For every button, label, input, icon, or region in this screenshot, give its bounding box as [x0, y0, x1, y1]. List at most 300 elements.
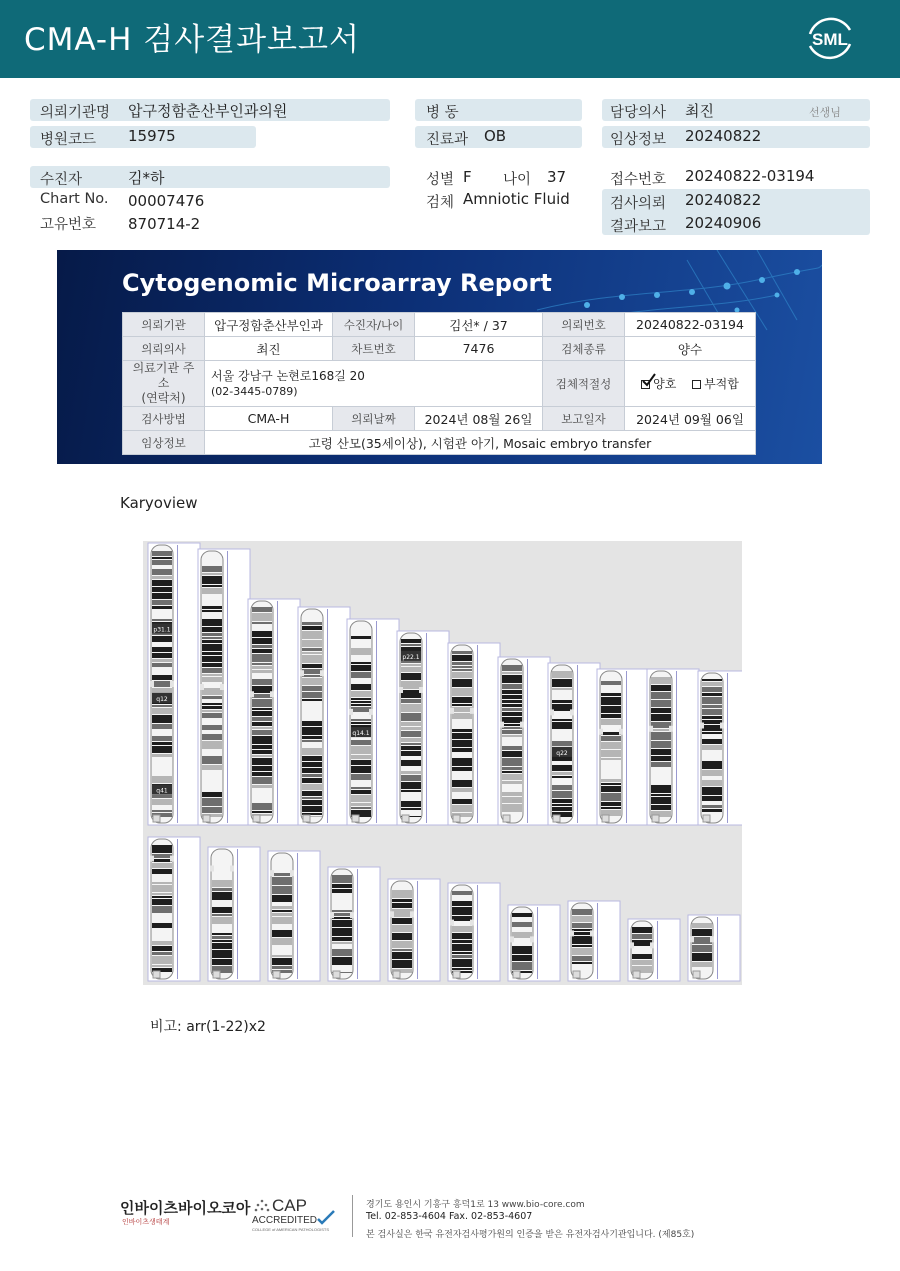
chromosome-band [212, 892, 232, 900]
chromosome-marker [513, 971, 520, 978]
chromosome-band [702, 705, 722, 708]
centromere-notch [570, 930, 574, 936]
chromosome-band [152, 767, 172, 775]
chromosome-band [392, 933, 412, 940]
chromosome-band [351, 627, 371, 635]
patient-label: 수진자 [40, 172, 83, 188]
chromosome-band [651, 692, 671, 699]
chromosome-band [252, 645, 272, 648]
karyoview-image [143, 541, 742, 985]
chromosome-band [152, 859, 172, 862]
copy-number-line [717, 917, 718, 979]
chromosome-band [601, 726, 621, 731]
chromosome-band [252, 766, 272, 771]
chromosome-band [392, 952, 412, 959]
chromosome-band [351, 636, 371, 639]
chromosome-band [152, 956, 172, 964]
chromosome-band [302, 648, 322, 651]
chromosome-band [202, 627, 222, 632]
chromosome-band [332, 875, 352, 883]
chromosome-band [651, 762, 671, 767]
chromosome-band [552, 804, 572, 806]
chromosome-band [152, 659, 172, 662]
chromosome-band [152, 896, 172, 898]
centromere-notch [220, 684, 224, 690]
chromosome-band [202, 588, 222, 594]
chromosome-band [252, 654, 272, 662]
chromosome-band [702, 682, 722, 686]
chromosome-band [202, 637, 222, 639]
cell-value: 양수 [625, 337, 756, 361]
chromosome-band [452, 944, 472, 951]
report-banner-title: Cytogenomic Microarray Report [122, 269, 552, 297]
centromere-notch [369, 709, 373, 715]
chromosome-band [651, 805, 671, 810]
band-label: q22 [556, 749, 568, 757]
chromosome-band [601, 807, 621, 809]
chromosome-band [152, 708, 172, 714]
chromosome-band [392, 925, 412, 932]
chromosome-band [401, 639, 421, 643]
chromosome-band [351, 679, 371, 683]
chromosome-band [702, 697, 722, 704]
chromosome-band [152, 619, 172, 621]
chromosome-band [452, 679, 472, 687]
chromosome-band [252, 803, 272, 810]
chromosome-band [552, 765, 572, 771]
centromere-notch [550, 709, 554, 715]
chromosome-band [152, 560, 172, 565]
chromosome-band [202, 792, 222, 797]
chromosome-band [302, 762, 322, 767]
cap-accredited-logo [250, 1195, 350, 1233]
chromosome-band [452, 758, 472, 766]
chromosome-marker [153, 971, 160, 978]
chromosome-band [252, 686, 272, 693]
chromosome-band [552, 691, 572, 699]
chromosome-band [601, 697, 621, 705]
chromosome-band [601, 714, 621, 718]
chromosome-band [401, 664, 421, 666]
chromosome-band [401, 760, 421, 766]
chromosome-marker [693, 971, 700, 978]
chromosome-band [601, 736, 621, 741]
chromosome-band [502, 774, 522, 780]
chromosome-band [502, 792, 522, 796]
chromosome-band [392, 949, 412, 951]
centromere-notch [650, 942, 654, 948]
chromosome-band [302, 652, 322, 654]
chromosome-band [702, 755, 722, 760]
chromosome-band [702, 716, 722, 719]
chromosome-band [332, 917, 352, 919]
adequacy-good: 양호 [641, 377, 680, 391]
chromosome-band [202, 610, 222, 612]
chromosome-band [651, 794, 671, 796]
chromosome-band [202, 633, 222, 636]
centromere-notch [399, 687, 403, 693]
chromosome-band [401, 782, 421, 789]
chromosome-band [351, 746, 371, 754]
centromere-notch [570, 709, 574, 715]
chromosome-band [252, 745, 272, 749]
centromere-notch [210, 866, 214, 872]
cell-header: 검사방법 [123, 407, 205, 431]
chromosome-band [212, 917, 232, 924]
chromosome-marker [453, 971, 460, 978]
chromosome-band [202, 731, 222, 733]
chromosome-band [392, 887, 412, 889]
copy-number-line [477, 645, 478, 823]
chromosome-band [601, 742, 621, 749]
svg-text:CAP: CAP [272, 1196, 307, 1215]
chromosome-band [452, 793, 472, 798]
chromosome-band [452, 891, 472, 895]
chromosome-band [401, 790, 421, 792]
chromosome-band [202, 756, 222, 764]
chromosome-band [702, 739, 722, 744]
chromosome-band [552, 776, 572, 778]
chromosome-band [212, 933, 232, 935]
centromere-notch [720, 723, 724, 729]
chromosome-band [272, 873, 292, 876]
copy-number-line [177, 545, 178, 823]
chromosome-band [252, 711, 272, 716]
centromere-notch [320, 670, 324, 676]
chromosome-band [252, 649, 272, 653]
chromosome-band [302, 715, 322, 720]
chromosome-band [351, 665, 371, 671]
chromosome-band [692, 937, 712, 944]
chromosome-band [202, 602, 222, 605]
copy-number-line [597, 903, 598, 979]
footer-org-sub: 인바이츠생태계 [122, 1218, 170, 1226]
copy-number-line [626, 671, 627, 823]
chromosome-band [332, 966, 352, 971]
svg-text:SML: SML [812, 30, 848, 49]
chromosome-band [651, 729, 671, 731]
chromosome-band [202, 741, 222, 749]
chromosome-band [401, 644, 421, 646]
chromosome-band [212, 907, 232, 913]
chromosome-band [152, 914, 172, 922]
chromosome-band [502, 704, 522, 707]
chromosome-band [202, 573, 222, 575]
dept-label: 진료과 [426, 132, 469, 148]
chromosome-band [601, 686, 621, 692]
cell-header: 의뢰번호 [543, 313, 625, 337]
chromosome-band [601, 732, 621, 735]
result-value: 20240906 [685, 214, 762, 232]
chromosome-band [632, 940, 652, 946]
chromosome-band [452, 662, 472, 665]
chromosome-band [702, 693, 722, 696]
chromosome-band [552, 807, 572, 811]
chromosome-band [272, 903, 292, 905]
chromosome-band [272, 910, 292, 912]
clinical-info-cell: 고령 산모(35세이상), 시험관 아기, Mosaic embryo transfer [205, 431, 756, 455]
chromosome-band [202, 652, 222, 655]
chromosome-band [302, 736, 322, 739]
chromosome-band [351, 698, 371, 700]
cell-value: 압구정함춘산부인과 [205, 313, 333, 337]
chromosome-band [702, 687, 722, 692]
chromosome-band [502, 712, 522, 716]
chromosome-band [601, 802, 621, 806]
chromosome-band [252, 785, 272, 788]
chromosome-band [452, 901, 472, 906]
chromosome-band [601, 719, 621, 725]
chromosome-band [401, 811, 421, 815]
chromosome-band [202, 765, 222, 770]
chromosome-band [212, 929, 232, 932]
chromosome-band [601, 772, 621, 778]
chromosome-band [302, 664, 322, 668]
chromosome-band [252, 736, 272, 744]
report-title: CMA-H 검사결과보고서 [24, 22, 360, 58]
chromosome-band [552, 712, 572, 718]
chromosome-band [152, 965, 172, 967]
chromosome-band [152, 715, 172, 723]
chromosome-band [152, 893, 172, 895]
chromosome-band [152, 580, 172, 586]
copy-number-line [357, 869, 358, 979]
chromosome-marker [153, 815, 160, 822]
chromosome-band [512, 918, 532, 921]
chromosome-band [452, 780, 472, 787]
chromosome-band [202, 677, 222, 682]
copy-number-line [477, 885, 478, 979]
chromosome-band [502, 735, 522, 737]
adequacy-cell [625, 361, 756, 407]
chromosome-band [152, 799, 172, 805]
chromosome-band [152, 643, 172, 646]
copy-number-line [376, 621, 377, 823]
chromosome-band [272, 966, 292, 969]
chromosome-band [202, 566, 222, 572]
request-value: 20240822 [685, 191, 762, 209]
chromosome-band [702, 761, 722, 769]
chromosome-marker [352, 815, 359, 822]
chromosome-marker [253, 815, 260, 822]
chromosome-band [601, 693, 621, 696]
chromosome-band [502, 684, 522, 689]
chromosome-band [152, 724, 172, 729]
chromosome-band [452, 666, 472, 668]
centromere-notch [590, 930, 594, 936]
chromosome-band [452, 799, 472, 804]
chromosome-band [601, 761, 621, 764]
copy-number-line [676, 671, 677, 823]
cell-value: 7476 [415, 337, 543, 361]
chromosome-band [302, 748, 322, 755]
footer-address: 경기도 용인시 기흥구 흥덕1로 13 www.bio-core.com [366, 1200, 585, 1210]
chromosome-band [692, 923, 712, 928]
chromosome-band [702, 745, 722, 750]
centromere-notch [270, 870, 274, 876]
chromosome-band [332, 945, 352, 948]
centromere-notch [230, 866, 234, 872]
chromosome-band [252, 722, 272, 726]
chromosome-band [702, 796, 722, 801]
chromosome-band [401, 731, 421, 737]
chromosome-band [552, 704, 572, 711]
chromosome-band [202, 576, 222, 584]
chromosome-band [152, 863, 172, 868]
chromosome-band [572, 945, 592, 947]
chromosome-band [152, 668, 172, 670]
chromosome-marker [203, 815, 210, 822]
chromosome-band [452, 916, 472, 921]
chromosome-band [401, 681, 421, 689]
chromosome-band [272, 913, 292, 916]
chromosome-band [332, 884, 352, 888]
copy-number-line [657, 921, 658, 979]
chromosome-band [272, 877, 292, 885]
chromosome-band [692, 945, 712, 952]
chromosome-band [302, 692, 322, 698]
centromere-notch [450, 920, 454, 926]
chromosome-band [651, 677, 671, 684]
chromosome-band [452, 669, 472, 671]
chromosome-band [332, 910, 352, 912]
chromosome-band [351, 640, 371, 647]
chromosome-band [651, 685, 671, 691]
cell-header: 의료기관 주소 (연락처) [123, 361, 205, 407]
chromosome-band [651, 774, 671, 781]
chromosome-band [351, 790, 371, 794]
chromosome-band [252, 727, 272, 729]
centromere-notch [150, 856, 154, 862]
chromosome-band [351, 701, 371, 703]
chromosome-band [202, 656, 222, 662]
cell-header: 수진자/나이 [333, 313, 415, 337]
chromosome-band [332, 920, 352, 927]
adequacy-bad: 부적합 [692, 377, 739, 391]
chromosome-band [401, 690, 421, 698]
chromosome-band [252, 613, 272, 621]
doctor-label: 담당의사 [610, 105, 667, 121]
chart-value: 00007476 [128, 192, 205, 210]
chromosome-band [152, 946, 172, 951]
chromosome-band [502, 695, 522, 699]
chromosome-band [302, 800, 322, 805]
report-banner [57, 250, 822, 464]
chromosome-band [632, 960, 652, 965]
chromosome-band [351, 766, 371, 773]
chromosome-band [272, 958, 292, 965]
chromosome-band [651, 722, 671, 728]
doctor-value: 최진 [685, 102, 714, 120]
chromosome-band [502, 717, 522, 723]
chart-label: Chart No. [40, 191, 109, 207]
chromosome-band [702, 709, 722, 715]
chromosome-band [252, 811, 272, 813]
chromosome-band [651, 732, 671, 740]
chromosome-band [351, 803, 371, 806]
chromosome-band [302, 655, 322, 663]
chromosome-band [502, 708, 522, 711]
chromosome-band [651, 768, 671, 773]
chromosome-band [572, 962, 592, 964]
centromere-notch [649, 726, 653, 732]
chromosome-band [152, 705, 172, 707]
sex-value: F [463, 168, 472, 186]
chromosome-band [202, 557, 222, 559]
cell-header: 의뢰기관 [123, 313, 205, 337]
cell-header: 의뢰날짜 [333, 407, 415, 431]
cell-header: 임상정보 [123, 431, 205, 455]
chromosome-band [152, 653, 172, 658]
chromosome-band [152, 906, 172, 913]
chromosome-band [332, 957, 352, 965]
chromosome-band [332, 913, 352, 916]
chromosome-band [351, 755, 371, 759]
chromosome-band [552, 719, 572, 721]
request-label: 검사의뢰 [610, 196, 667, 212]
chromosome-band [302, 768, 322, 773]
chromosome-band [452, 740, 472, 747]
chromosome-marker [703, 815, 710, 822]
centromere-notch [300, 670, 304, 676]
chromosome-band [351, 722, 371, 724]
chromosome-band [651, 708, 671, 713]
chromosome-band [212, 888, 232, 891]
chromosome-band [152, 952, 172, 955]
chromosome-band [552, 779, 572, 784]
chromosome-band [401, 767, 421, 770]
chromosome-band [351, 691, 371, 697]
report-summary-table [122, 312, 756, 455]
chromosome-band [632, 954, 652, 959]
copy-number-line [177, 839, 178, 979]
chromosome-band [212, 914, 232, 916]
centromere-notch [530, 936, 534, 942]
centromere-notch [450, 708, 454, 714]
cell-value: 최진 [205, 337, 333, 361]
chromosome-band [252, 670, 272, 673]
chromosome-band [202, 663, 222, 667]
chromosome-band [272, 930, 292, 937]
chromosome-band [401, 808, 421, 810]
chromosome-marker [633, 971, 640, 978]
chromosome-band [702, 725, 722, 731]
footer [120, 1193, 820, 1243]
chromosome-band [302, 806, 322, 812]
chromosome-band [702, 787, 722, 795]
chromosome-band [152, 576, 172, 579]
centromere-notch [200, 684, 204, 690]
chromosome-band [152, 566, 172, 568]
chromosome-band [202, 560, 222, 565]
centromere-notch [270, 691, 274, 697]
chromosome-band [152, 593, 172, 599]
chromosome-band [502, 690, 522, 694]
chromosome-band [302, 797, 322, 799]
chromosome-band [252, 631, 272, 637]
chromosome-band [152, 663, 172, 667]
chromosome-band [252, 717, 272, 721]
hospital-code-label: 병원코드 [40, 132, 97, 148]
chromosome-band [452, 704, 472, 706]
cell-value: CMA-H [205, 407, 333, 431]
chromosome-marker [333, 971, 340, 978]
svg-text:COLLEGE of AMERICAN PATHOLOGIS: COLLEGE of AMERICAN PATHOLOGISTS [252, 1227, 329, 1232]
centromere-notch [710, 936, 714, 942]
chromosome-band [272, 906, 292, 909]
dept-value: OB [484, 127, 507, 145]
chromosome-band [302, 791, 322, 796]
